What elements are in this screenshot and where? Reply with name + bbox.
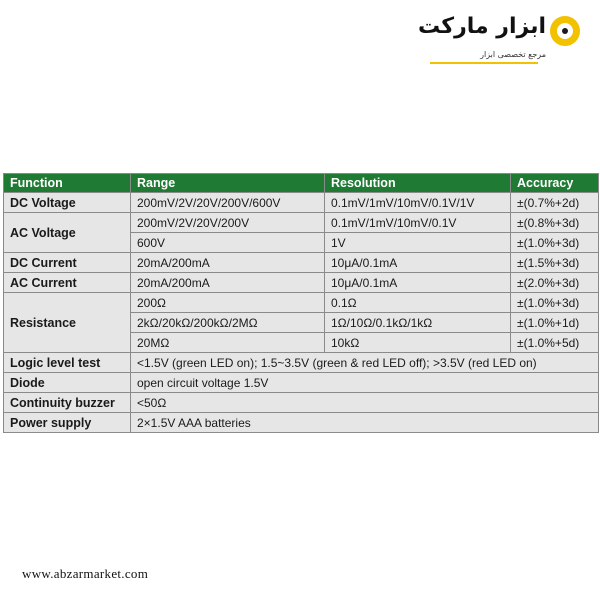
range-cell: 200mV/2V/20V/200V [131,213,325,233]
table-row [4,273,599,293]
range-cell: 20mA/200mA [131,273,325,293]
specification-table [3,173,599,433]
table-row [4,373,599,393]
accuracy-cell: ±(1.0%+1d) [511,313,599,333]
table-row [4,213,599,233]
resolution-cell: 0.1Ω [325,293,511,313]
range-cell: 2kΩ/20kΩ/200kΩ/2MΩ [131,313,325,333]
brand-tagline: مرجع تخصصی ابزار [480,50,546,59]
table-row [4,353,599,373]
function-cell: AC Voltage [4,213,131,253]
accuracy-cell: ±(2.0%+3d) [511,273,599,293]
function-cell: AC Current [4,273,131,293]
brand-name: ابزار مارکت [418,14,546,39]
accuracy-cell: ±(0.7%+2d) [511,193,599,213]
table-row [4,393,599,413]
accuracy-cell: ±(1.0%+3d) [511,233,599,253]
website-url: www.abzarmarket.com [22,566,149,581]
header-accuracy: Accuracy [511,174,599,193]
value-cell: <50Ω [131,393,599,413]
table-row [4,293,599,313]
function-cell: Power supply [4,413,131,433]
table-row [4,253,599,273]
function-cell: Continuity buzzer [4,393,131,413]
brand-logo [418,10,580,72]
table-header-row [4,174,599,193]
range-cell: 20mA/200mA [131,253,325,273]
function-cell: DC Voltage [4,193,131,213]
resolution-cell: 0.1mV/1mV/10mV/0.1V [325,213,511,233]
resolution-cell: 10kΩ [325,333,511,353]
resolution-cell: 0.1mV/1mV/10mV/0.1V/1V [325,193,511,213]
function-cell: Diode [4,373,131,393]
table-row [4,413,599,433]
range-cell: 200mV/2V/20V/200V/600V [131,193,325,213]
resolution-cell: 1V [325,233,511,253]
accuracy-cell: ±(0.8%+3d) [511,213,599,233]
function-cell: Resistance [4,293,131,353]
function-cell: Logic level test [4,353,131,373]
accuracy-cell: ±(1.0%+3d) [511,293,599,313]
range-cell: 600V [131,233,325,253]
header-function: Function [4,174,131,193]
resolution-cell: 1Ω/10Ω/0.1kΩ/1kΩ [325,313,511,333]
accuracy-cell: ±(1.0%+5d) [511,333,599,353]
range-cell: 200Ω [131,293,325,313]
value-cell: open circuit voltage 1.5V [131,373,599,393]
logo-mark-icon [550,16,580,46]
header-range: Range [131,174,325,193]
resolution-cell: 10μA/0.1mA [325,273,511,293]
logo-underline [430,62,538,64]
range-cell: 20MΩ [131,333,325,353]
table-row [4,193,599,213]
value-cell: <1.5V (green LED on); 1.5~3.5V (green & red LED off); >3.5V (red LED on) [131,353,599,373]
resolution-cell: 10μA/0.1mA [325,253,511,273]
value-cell: 2×1.5V AAA batteries [131,413,599,433]
header-resolution: Resolution [325,174,511,193]
function-cell: DC Current [4,253,131,273]
accuracy-cell: ±(1.5%+3d) [511,253,599,273]
